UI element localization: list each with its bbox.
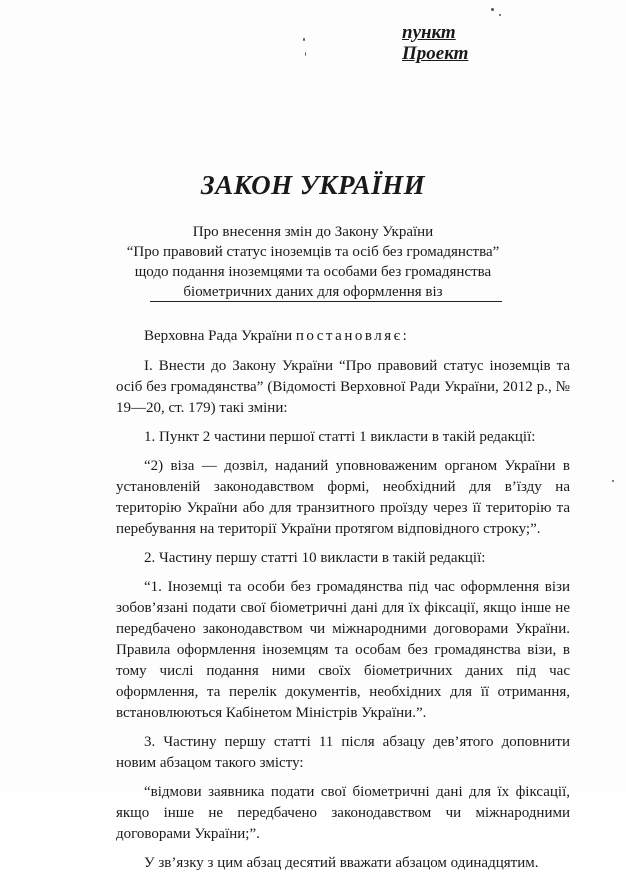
law-title: ЗАКОН УКРАЇНИ <box>200 170 426 200</box>
law-subtitle <box>0 222 626 302</box>
paragraph-1: І. Внести до Закону України “Про правовий статус іноземців та осіб без громадянства” (Відомості Верховної Ради України, 2012 р., № 19—20, ст. 179) такі зміни: <box>116 358 570 416</box>
scan-speck <box>305 52 306 56</box>
scan-speck <box>303 38 305 41</box>
subtitle-line-1: Про внесення змін до Закону України <box>192 224 434 240</box>
stamp-item-label: пункт <box>402 22 456 43</box>
stamp-draft-label: Проект <box>402 43 469 64</box>
scan-speck <box>491 8 494 11</box>
enacting-prefix: Верховна Рада України <box>144 328 296 344</box>
subtitle-line-3: щодо подання іноземцями та особами без громадянства <box>134 264 492 280</box>
paragraph-6: 3. Частину першу статті 11 після абзацу дев’ятого доповнити новим абзацом такого змісту: <box>116 734 570 771</box>
draft-stamp <box>402 22 468 64</box>
paragraph-3: “2) віза — дозвіл, наданий уповноваженим органом України в установленій законодавством формі, необхідний для в’їзду на територію України або для транзитного проїзду через її територію та перебування на території України протягом відповідного строку;”. <box>116 458 570 537</box>
subtitle-line-4: біометричних даних для оформлення віз <box>183 284 443 300</box>
paragraph-5: “1. Іноземці та особи без громадянства під час оформлення візи зобов’язані подати свої біометричні дані для їх фіксації, якщо інше не передбачено законодавством чи міжнародними договорами України. Правила оформлення іноземцям та особам без громадянства візи, в тому числі подання ними своїх біометричних даних під час оформлення, та перелік документів, необхідних для її отримання, встановлюються Кабінетом Міністрів України.”. <box>116 579 570 721</box>
paragraph-8: У зв’язку з цим абзац десятий вважати абзацом одинадцятим. <box>144 855 539 871</box>
scan-speck <box>612 480 614 482</box>
paragraph-2: 1. Пункт 2 частини першої статті 1 викласти в такій редакції: <box>144 429 536 445</box>
enacting-clause <box>116 326 570 347</box>
scan-speck <box>499 14 501 16</box>
law-body <box>116 326 570 882</box>
paragraph-7: “відмови заявника подати свої біометричні дані для їх фіксації, якщо інше не передбачено законодавством чи міжнародними договорами України;”. <box>116 784 570 842</box>
enacting-spaced: постановляє: <box>295 328 410 344</box>
subtitle-line-2: “Про правовий статус іноземців та осіб без громадянства” <box>126 244 500 260</box>
paragraph-4: 2. Частину першу статті 10 викласти в такій редакції: <box>144 550 486 566</box>
title-divider <box>150 301 502 302</box>
